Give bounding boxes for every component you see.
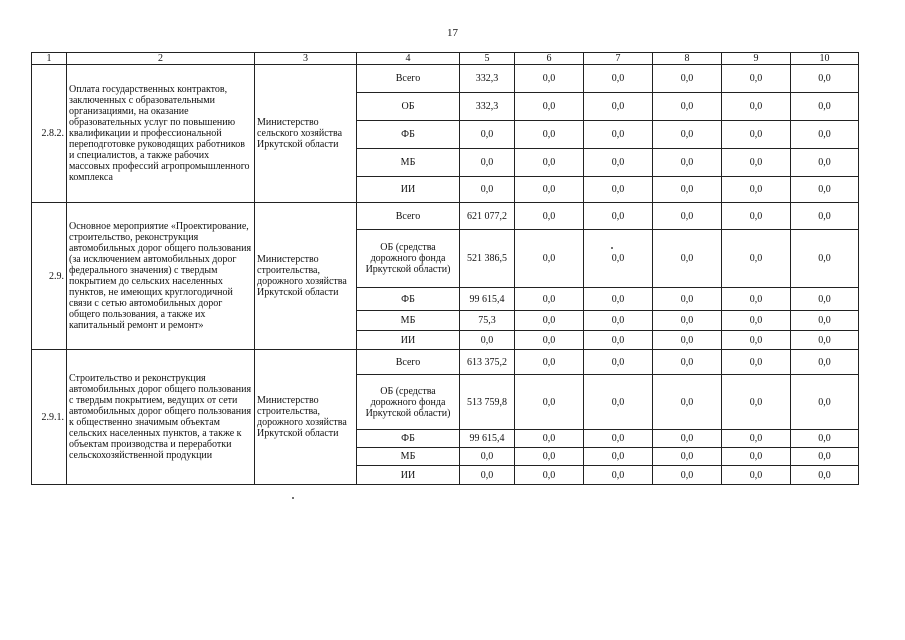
column-number: 9 [722,53,791,65]
column-number-row [32,53,859,65]
amount-cell: 0,0 [791,65,859,93]
amount-cell: 0,0 [515,448,584,466]
amount-cell: 0,0 [653,93,722,121]
amount-cell: 0,0 [515,350,584,375]
amount-cell: 0,0 [584,65,653,93]
item-description: Строительство и реконструкция автомобильных дорог общего пользования с твердым покрытием, ведущих от сети автомобильных дорог общего пользования к общественно значимым объектам сельских населенных пунктов, а также к объектам производства и переработки сельскохозяйственной продукции [67,350,255,485]
amount-cell: 0,0 [791,331,859,350]
item-executor: Министерство строительства, дорожного хозяйства Иркутской области [255,350,357,485]
amount-cell: 0,0 [722,448,791,466]
amount-cell: 0,0 [515,65,584,93]
column-number: 4 [357,53,460,65]
amount-cell: 99 615,4 [460,288,515,311]
item-description: Оплата государственных контрактов, заключенных с образовательными организациями, на оказание образовательных услуг по повышению квалификации и профессиональной переподготовке руководящих работников и специалистов, а также рабочих массовых профессий агропромышленного комплекса [67,65,255,203]
funding-source: Всего [357,203,460,230]
amount-cell: 0,0 [653,121,722,149]
amount-cell: 0,0 [722,311,791,331]
amount-cell: 513 759,8 [460,375,515,430]
amount-cell: 0,0 [653,177,722,203]
item-code: 2.8.2. [32,65,67,203]
amount-cell: 0,0 [584,311,653,331]
item-code: 2.9.1. [32,350,67,485]
amount-cell: 0,0 [653,149,722,177]
column-number: 5 [460,53,515,65]
amount-cell: 0,0 [653,331,722,350]
amount-cell: 75,3 [460,311,515,331]
budget-table [31,52,859,485]
funding-source: ОБ (средства дорожного фонда Иркутской области) [357,230,460,288]
funding-source: ФБ [357,121,460,149]
amount-cell: 0,0 [653,448,722,466]
amount-cell: 0,0 [515,121,584,149]
amount-cell: 0,0 [653,288,722,311]
amount-cell: 0,0 [722,177,791,203]
amount-cell: 0,0 [653,375,722,430]
amount-cell: 0,0 [460,149,515,177]
amount-cell: 0,0 [653,311,722,331]
funding-source: Всего [357,65,460,93]
funding-source: МБ [357,448,460,466]
amount-cell: 0,0 [460,121,515,149]
amount-cell: 0,0 [791,121,859,149]
amount-cell: 0,0 [584,466,653,485]
amount-cell: 0,0 [722,149,791,177]
amount-cell: 0,0 [515,331,584,350]
amount-cell: 0,0 [722,203,791,230]
amount-cell: 0,0 [584,331,653,350]
amount-cell: 0,0 [584,375,653,430]
amount-cell: 0,0 [584,230,653,288]
amount-cell: 0,0 [791,288,859,311]
column-number: 3 [255,53,357,65]
funding-source: ФБ [357,288,460,311]
scan-speck [611,247,613,249]
amount-cell: 0,0 [722,121,791,149]
amount-cell: 0,0 [791,93,859,121]
funding-source: ОБ (средства дорожного фонда Иркутской области) [357,375,460,430]
column-number: 2 [67,53,255,65]
amount-cell: 0,0 [722,65,791,93]
amount-cell: 0,0 [791,230,859,288]
amount-cell: 0,0 [584,430,653,448]
item-executor: Министерство сельского хозяйства Иркутской области [255,65,357,203]
amount-cell: 0,0 [460,448,515,466]
amount-cell: 0,0 [584,448,653,466]
amount-cell: 0,0 [653,203,722,230]
funding-source: ИИ [357,331,460,350]
amount-cell: 0,0 [515,466,584,485]
amount-cell: 0,0 [584,203,653,230]
column-number: 6 [515,53,584,65]
amount-cell: 0,0 [722,375,791,430]
amount-cell: 0,0 [791,430,859,448]
amount-cell: 0,0 [722,466,791,485]
amount-cell: 0,0 [791,350,859,375]
amount-cell: 0,0 [791,466,859,485]
amount-cell: 0,0 [515,93,584,121]
amount-cell: 0,0 [653,350,722,375]
page-number: 17 [447,27,458,39]
amount-cell: 0,0 [515,203,584,230]
amount-cell: 0,0 [722,288,791,311]
amount-cell: 0,0 [653,430,722,448]
amount-cell: 332,3 [460,65,515,93]
amount-cell: 0,0 [515,375,584,430]
amount-cell: 0,0 [722,350,791,375]
amount-cell: 332,3 [460,93,515,121]
amount-cell: 0,0 [722,430,791,448]
funding-source: МБ [357,311,460,331]
funding-source: ИИ [357,466,460,485]
scan-speck [292,497,294,499]
amount-cell: 0,0 [584,121,653,149]
funding-source: МБ [357,149,460,177]
amount-cell: 99 615,4 [460,430,515,448]
amount-cell: 0,0 [653,230,722,288]
amount-cell: 0,0 [791,311,859,331]
table-row [32,350,859,375]
amount-cell: 0,0 [515,288,584,311]
amount-cell: 0,0 [515,149,584,177]
funding-source: ОБ [357,93,460,121]
table-row [32,203,859,230]
column-number: 1 [32,53,67,65]
table-row [32,65,859,93]
item-executor: Министерство строительства, дорожного хозяйства Иркутской области [255,203,357,350]
amount-cell: 613 375,2 [460,350,515,375]
funding-source: ФБ [357,430,460,448]
column-number: 10 [791,53,859,65]
amount-cell: 0,0 [722,93,791,121]
amount-cell: 0,0 [791,203,859,230]
amount-cell: 0,0 [460,177,515,203]
amount-cell: 0,0 [515,430,584,448]
amount-cell: 0,0 [791,149,859,177]
amount-cell: 0,0 [584,149,653,177]
amount-cell: 0,0 [791,375,859,430]
funding-source: ИИ [357,177,460,203]
amount-cell: 0,0 [791,177,859,203]
amount-cell: 0,0 [722,230,791,288]
amount-cell: 0,0 [584,288,653,311]
amount-cell: 0,0 [584,177,653,203]
amount-cell: 0,0 [722,331,791,350]
amount-cell: 0,0 [515,230,584,288]
funding-source: Всего [357,350,460,375]
column-number: 7 [584,53,653,65]
amount-cell: 0,0 [460,466,515,485]
amount-cell: 0,0 [515,177,584,203]
column-number: 8 [653,53,722,65]
amount-cell: 0,0 [584,350,653,375]
amount-cell: 521 386,5 [460,230,515,288]
amount-cell: 0,0 [653,466,722,485]
amount-cell: 0,0 [515,311,584,331]
item-description: Основное мероприятие «Проектирование, строительство, реконструкция автомобильных дорог общего пользования (за исключением автомобильных дорог федерального значения) с твердым покрытием до сельских населенных пунктов, не имеющих круглогодичной связи с сетью автомобильных дорог общего пользования, а также их капитальный ремонт и ремонт» [67,203,255,350]
amount-cell: 0,0 [460,331,515,350]
amount-cell: 0,0 [791,448,859,466]
amount-cell: 0,0 [584,93,653,121]
amount-cell: 621 077,2 [460,203,515,230]
amount-cell: 0,0 [653,65,722,93]
item-code: 2.9. [32,203,67,350]
